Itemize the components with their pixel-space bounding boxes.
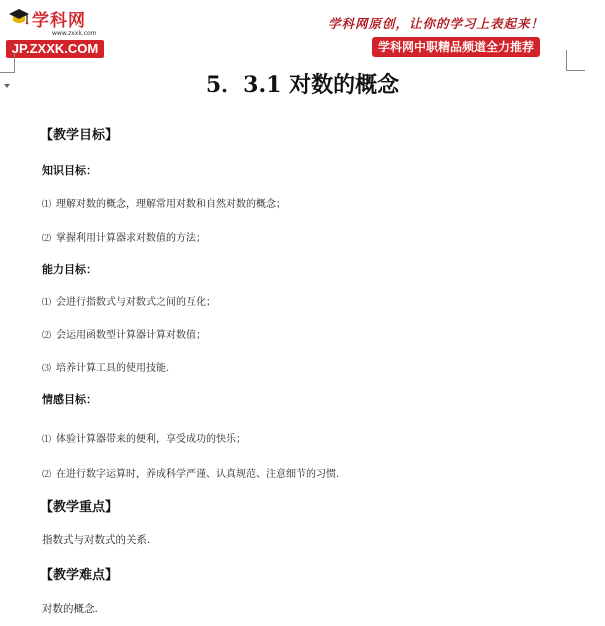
logo-url-badge: JP.ZXXK.COM (6, 40, 104, 58)
item-text: 培养计算工具的使用技能. (56, 363, 170, 374)
list-item (42, 326, 206, 341)
header-slogan: 学科网原创，让你的学习上表起来！ (328, 16, 545, 31)
item-text: 理解对数的概念，理解常用对数和自然对数的概念； (56, 199, 286, 210)
item-text: 掌握利用计算器求对数值的方法； (56, 233, 206, 244)
key-point-heading: 【教学重点】 (40, 500, 119, 515)
page-title: 5．3.1 对数的概念 (205, 72, 400, 98)
item-text: 体验计算器带来的便利，享受成功的快乐； (56, 434, 246, 445)
logo-name: 学科网 (32, 10, 86, 31)
list-item (42, 293, 216, 308)
item-number: ⑵ (42, 470, 52, 480)
list-item (42, 195, 286, 210)
difficulty-heading: 【教学难点】 (40, 568, 119, 583)
list-item (42, 229, 206, 244)
key-point-text: 指数式与对数式的关系. (42, 534, 151, 546)
item-number: ⑵ (42, 234, 52, 244)
knowledge-label: 知识目标： (42, 164, 97, 177)
item-number: ⑵ (42, 331, 52, 341)
item-number: ⑴ (42, 200, 52, 210)
item-number: ⑴ (42, 435, 52, 445)
difficulty-text: 对数的概念. (42, 603, 98, 615)
list-item (42, 359, 169, 374)
item-text: 在进行数字运算时，养成科学严谨、认真规范、注意细节的习惯. (56, 469, 340, 480)
list-item (42, 430, 246, 445)
zxxk-logo[interactable] (6, 4, 106, 60)
list-item (42, 465, 339, 480)
ability-label: 能力目标： (42, 263, 97, 276)
item-number: ⑶ (42, 364, 52, 374)
objectives-heading: 【教学目标】 (40, 128, 119, 143)
emotion-label: 情感目标： (42, 393, 97, 406)
graduation-cap-icon (8, 7, 30, 29)
item-text: 会进行指数式与对数式之间的互化； (56, 297, 216, 308)
item-text: 会运用函数型计算器计算对数值； (56, 330, 206, 341)
header-banner: 学科网中职精品频道全力推荐 (372, 37, 540, 57)
item-number: ⑴ (42, 298, 52, 308)
logo-small-url: www.zxxk.com (52, 30, 97, 37)
